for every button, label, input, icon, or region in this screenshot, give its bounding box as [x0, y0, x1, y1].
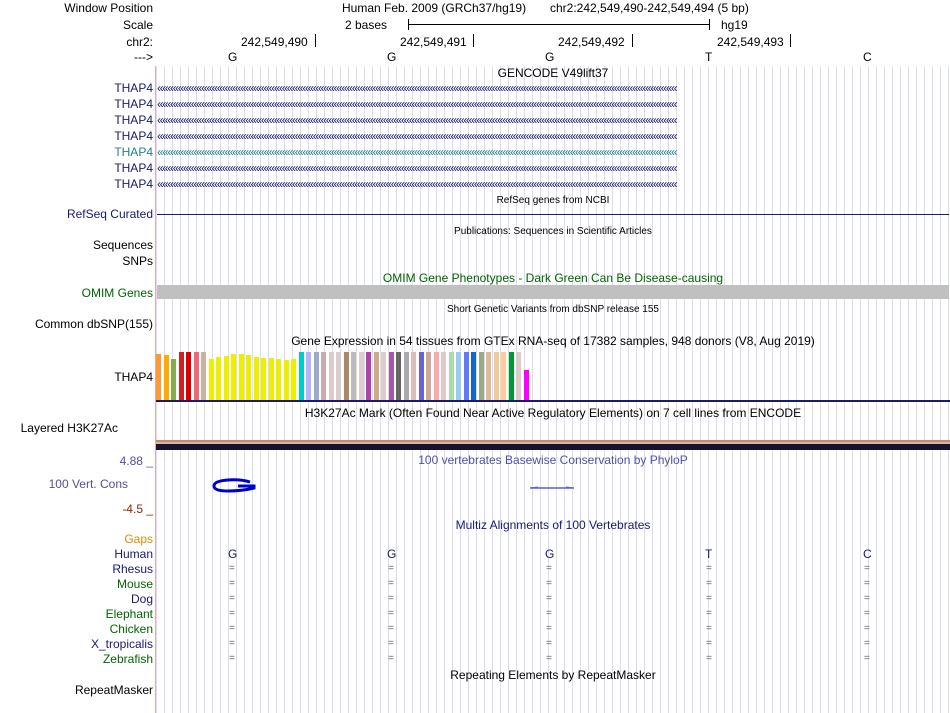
gtex-tissue-bar[interactable] [516, 352, 521, 400]
gtex-tissue-bar[interactable] [449, 352, 454, 400]
sequences-label[interactable]: Sequences [92, 238, 153, 252]
gencode-transcript-line[interactable]: ‹‹‹‹‹‹‹‹‹‹‹‹‹‹‹‹‹‹‹‹‹‹‹‹‹‹‹‹‹‹‹‹‹‹‹‹‹‹‹‹‹‹‹‹‹‹‹‹‹‹‹‹‹‹‹‹‹‹‹‹‹‹‹‹‹‹‹‹‹‹‹‹‹‹‹‹‹‹‹‹‹‹‹‹‹‹‹‹‹‹‹‹‹‹‹‹‹‹‹‹‹‹‹‹‹‹‹‹‹‹‹‹‹‹‹‹‹‹‹‹‹‹‹‹‹‹‹‹‹‹‹‹‹‹‹‹‹‹‹‹‹‹‹‹‹‹‹‹‹‹‹‹‹‹‹‹‹‹‹‹‹‹‹‹‹‹‹‹‹‹‹‹‹‹‹‹‹‹‹‹‹‹‹‹‹‹‹‹‹‹‹‹‹‹‹‹‹‹‹‹ [157, 129, 677, 143]
gtex-tissue-bar[interactable] [411, 352, 416, 400]
alignment-match: = [864, 563, 870, 574]
alignment-match: = [388, 578, 394, 589]
alignment-match: = [229, 653, 235, 664]
gtex-tissue-bar[interactable] [171, 359, 176, 400]
species-label[interactable]: Human [114, 547, 153, 561]
alignment-match: = [546, 608, 552, 619]
human-base: G [387, 547, 397, 561]
coord-tick-1: 242,549,491 [400, 35, 467, 49]
repeatmasker-label[interactable]: RepeatMasker [74, 683, 153, 697]
coord-tick-3: 242,549,493 [717, 35, 784, 49]
base-0: G [228, 50, 238, 64]
gencode-gene-label[interactable]: THAP4 [114, 161, 153, 175]
gtex-tissue-bar[interactable] [276, 359, 281, 400]
gtex-tissue-bar[interactable] [374, 352, 379, 400]
alignment-match: = [864, 653, 870, 664]
alignment-match: = [229, 578, 235, 589]
strand-label: ---> [134, 50, 153, 64]
multiz-track-title[interactable]: Multiz Alignments of 100 Vertebrates [455, 518, 651, 532]
phylop-track-title[interactable]: 100 vertebrates Basewise Conservation by PhyloP [418, 453, 688, 467]
alignment-match: = [864, 593, 870, 604]
alignment-match: = [546, 593, 552, 604]
gencode-transcript-line[interactable]: ‹‹‹‹‹‹‹‹‹‹‹‹‹‹‹‹‹‹‹‹‹‹‹‹‹‹‹‹‹‹‹‹‹‹‹‹‹‹‹‹‹‹‹‹‹‹‹‹‹‹‹‹‹‹‹‹‹‹‹‹‹‹‹‹‹‹‹‹‹‹‹‹‹‹‹‹‹‹‹‹‹‹‹‹‹‹‹‹‹‹‹‹‹‹‹‹‹‹‹‹‹‹‹‹‹‹‹‹‹‹‹‹‹‹‹‹‹‹‹‹‹‹‹‹‹‹‹‹‹‹‹‹‹‹‹‹‹‹‹‹‹‹‹‹‹‹‹‹‹‹‹‹‹‹‹‹‹‹‹‹‹‹‹‹‹‹‹‹‹‹‹‹‹‹‹‹‹‹‹‹‹‹‹‹‹‹‹‹‹‹‹‹‹‹‹‹‹‹‹‹ [157, 81, 677, 95]
gtex-tissue-bar[interactable] [366, 352, 371, 400]
gtex-tissue-bar[interactable] [239, 354, 244, 400]
coord-tick-2: 242,549,492 [558, 35, 625, 49]
gtex-bar-chart[interactable] [156, 350, 536, 400]
scale-text: 2 bases [345, 18, 388, 32]
gtex-tissue-bar[interactable] [299, 352, 304, 400]
gtex-tissue-bar[interactable] [329, 352, 334, 400]
publications-track-title[interactable]: Publications: Sequences in Scientific Articles [454, 226, 652, 237]
alignment-match: = [229, 638, 235, 649]
omim-label[interactable]: OMIM Genes [81, 286, 153, 300]
dbsnp-label[interactable]: Common dbSNP(155) [34, 317, 153, 331]
gtex-gene-label[interactable]: THAP4 [114, 370, 153, 384]
gencode-gene-label[interactable]: THAP4 [114, 129, 153, 143]
alignment-match: = [388, 653, 394, 664]
tick-mark [315, 34, 316, 47]
gtex-tissue-bar[interactable] [471, 352, 476, 400]
gtex-tissue-bar[interactable] [404, 352, 409, 400]
phylop-max: 4.88 _ [119, 454, 153, 468]
alignment-match: = [864, 578, 870, 589]
gencode-gene-label[interactable]: THAP4 [114, 81, 153, 95]
gencode-transcript-line[interactable]: ‹‹‹‹‹‹‹‹‹‹‹‹‹‹‹‹‹‹‹‹‹‹‹‹‹‹‹‹‹‹‹‹‹‹‹‹‹‹‹‹‹‹‹‹‹‹‹‹‹‹‹‹‹‹‹‹‹‹‹‹‹‹‹‹‹‹‹‹‹‹‹‹‹‹‹‹‹‹‹‹‹‹‹‹‹‹‹‹‹‹‹‹‹‹‹‹‹‹‹‹‹‹‹‹‹‹‹‹‹‹‹‹‹‹‹‹‹‹‹‹‹‹‹‹‹‹‹‹‹‹‹‹‹‹‹‹‹‹‹‹‹‹‹‹‹‹‹‹‹‹‹‹‹‹‹‹‹‹‹‹‹‹‹‹‹‹‹‹‹‹‹‹‹‹‹‹‹‹‹‹‹‹‹‹‹‹‹‹‹‹‹‹‹‹‹‹‹‹‹‹ [157, 161, 677, 175]
gtex-tissue-bar[interactable] [359, 352, 364, 400]
scale-db: hg19 [721, 18, 748, 32]
gtex-tissue-bar[interactable] [441, 352, 446, 400]
gtex-tissue-bar[interactable] [381, 352, 386, 400]
scale-bar [408, 19, 710, 30]
position-readout[interactable]: chr2:242,549,490-242,549,494 (5 bp) [550, 1, 749, 15]
gtex-tissue-bar[interactable] [344, 352, 349, 400]
gtex-tissue-bar[interactable] [231, 354, 236, 400]
h3k27ac-label[interactable]: Layered H3K27Ac [20, 421, 118, 435]
gtex-baseline [156, 400, 950, 402]
alignment-match: = [229, 563, 235, 574]
tick-mark [473, 34, 474, 47]
gtex-tissue-bar[interactable] [269, 358, 274, 400]
gtex-tissue-bar[interactable] [194, 352, 199, 400]
alignment-match: = [229, 623, 235, 634]
alignment-match: = [546, 623, 552, 634]
phylop-logo-line [528, 485, 578, 491]
gtex-tissue-bar[interactable] [479, 352, 484, 400]
chrom-label: chr2: [126, 35, 153, 49]
gencode-transcript-line[interactable]: ‹‹‹‹‹‹‹‹‹‹‹‹‹‹‹‹‹‹‹‹‹‹‹‹‹‹‹‹‹‹‹‹‹‹‹‹‹‹‹‹‹‹‹‹‹‹‹‹‹‹‹‹‹‹‹‹‹‹‹‹‹‹‹‹‹‹‹‹‹‹‹‹‹‹‹‹‹‹‹‹‹‹‹‹‹‹‹‹‹‹‹‹‹‹‹‹‹‹‹‹‹‹‹‹‹‹‹‹‹‹‹‹‹‹‹‹‹‹‹‹‹‹‹‹‹‹‹‹‹‹‹‹‹‹‹‹‹‹‹‹‹‹‹‹‹‹‹‹‹‹‹‹‹‹‹‹‹‹‹‹‹‹‹‹‹‹‹‹‹‹‹‹‹‹‹‹‹‹‹‹‹‹‹‹‹‹‹‹‹‹‹‹‹‹‹‹‹‹‹‹ [157, 97, 677, 111]
gtex-tissue-bar[interactable] [501, 352, 506, 400]
gtex-tissue-bar[interactable] [321, 352, 326, 400]
base-2: G [545, 50, 555, 64]
gtex-tissue-bar[interactable] [336, 352, 341, 400]
dbsnp-track-title[interactable]: Short Genetic Variants from dbSNP release 155 [447, 304, 659, 315]
gtex-tissue-bar[interactable] [314, 352, 319, 400]
gtex-tissue-bar[interactable] [291, 359, 296, 400]
gtex-tissue-bar[interactable] [216, 357, 221, 400]
gencode-gene-label[interactable]: THAP4 [114, 113, 153, 127]
gtex-tissue-bar[interactable] [209, 359, 214, 400]
omim-feature-bar[interactable] [157, 285, 949, 299]
human-base: T [705, 547, 713, 561]
gtex-tissue-bar[interactable] [464, 352, 469, 400]
alignment-match: = [388, 638, 394, 649]
gaps-label[interactable]: Gaps [124, 532, 153, 546]
gencode-transcript-line[interactable]: ‹‹‹‹‹‹‹‹‹‹‹‹‹‹‹‹‹‹‹‹‹‹‹‹‹‹‹‹‹‹‹‹‹‹‹‹‹‹‹‹‹‹‹‹‹‹‹‹‹‹‹‹‹‹‹‹‹‹‹‹‹‹‹‹‹‹‹‹‹‹‹‹‹‹‹‹‹‹‹‹‹‹‹‹‹‹‹‹‹‹‹‹‹‹‹‹‹‹‹‹‹‹‹‹‹‹‹‹‹‹‹‹‹‹‹‹‹‹‹‹‹‹‹‹‹‹‹‹‹‹‹‹‹‹‹‹‹‹‹‹‹‹‹‹‹‹‹‹‹‹‹‹‹‹‹‹‹‹‹‹‹‹‹‹‹‹‹‹‹‹‹‹‹‹‹‹‹‹‹‹‹‹‹‹‹‹‹‹‹‹‹‹‹‹‹‹‹‹‹‹ [157, 145, 677, 159]
phylop-logo-g [210, 478, 260, 494]
tick-mark [790, 34, 791, 47]
omim-track-title[interactable]: OMIM Gene Phenotypes - Dark Green Can Be Disease-causing [382, 271, 724, 285]
alignment-match: = [546, 638, 552, 649]
alignment-match: = [388, 608, 394, 619]
gtex-tissue-bar[interactable] [261, 358, 266, 400]
alignment-match: = [388, 563, 394, 574]
alignment-match: = [706, 653, 712, 664]
gtex-tissue-bar[interactable] [486, 352, 491, 400]
species-label[interactable]: Rhesus [112, 562, 153, 576]
gencode-gene-label[interactable]: THAP4 [114, 97, 153, 111]
gtex-tissue-bar[interactable] [156, 354, 161, 400]
gtex-tissue-bar[interactable] [201, 352, 206, 400]
gtex-tissue-bar[interactable] [179, 352, 184, 400]
gtex-tissue-bar[interactable] [426, 352, 431, 400]
species-label[interactable]: X_tropicalis [90, 637, 153, 651]
alignment-match: = [229, 608, 235, 619]
species-label[interactable]: Mouse [116, 577, 153, 591]
refseq-label[interactable]: RefSeq Curated [66, 207, 153, 221]
gtex-tissue-bar[interactable] [186, 352, 191, 400]
window-position-label: Window Position [64, 1, 153, 15]
alignment-match: = [706, 638, 712, 649]
base-3: T [705, 50, 713, 64]
alignment-match: = [706, 593, 712, 604]
species-label[interactable]: Dog [130, 592, 153, 606]
gencode-track-title[interactable]: GENCODE V49lift37 [497, 66, 609, 80]
gencode-gene-label[interactable]: THAP4 [114, 145, 153, 159]
gtex-tissue-bar[interactable] [164, 355, 169, 400]
phylop-label[interactable]: 100 Vert. Cons [48, 477, 128, 491]
gtex-tissue-bar[interactable] [246, 355, 251, 400]
gtex-tissue-bar[interactable] [224, 356, 229, 400]
alignment-match: = [388, 593, 394, 604]
alignment-match: = [706, 578, 712, 589]
human-base: C [863, 547, 872, 561]
base-1: G [387, 50, 397, 64]
species-label[interactable]: Chicken [109, 622, 153, 636]
gtex-tissue-bar[interactable] [524, 370, 529, 400]
alignment-match: = [706, 608, 712, 619]
gencode-transcript-line[interactable]: ‹‹‹‹‹‹‹‹‹‹‹‹‹‹‹‹‹‹‹‹‹‹‹‹‹‹‹‹‹‹‹‹‹‹‹‹‹‹‹‹‹‹‹‹‹‹‹‹‹‹‹‹‹‹‹‹‹‹‹‹‹‹‹‹‹‹‹‹‹‹‹‹‹‹‹‹‹‹‹‹‹‹‹‹‹‹‹‹‹‹‹‹‹‹‹‹‹‹‹‹‹‹‹‹‹‹‹‹‹‹‹‹‹‹‹‹‹‹‹‹‹‹‹‹‹‹‹‹‹‹‹‹‹‹‹‹‹‹‹‹‹‹‹‹‹‹‹‹‹‹‹‹‹‹‹‹‹‹‹‹‹‹‹‹‹‹‹‹‹‹‹‹‹‹‹‹‹‹‹‹‹‹‹‹‹‹‹‹‹‹‹‹‹‹‹‹‹‹‹‹ [157, 113, 677, 127]
human-base: G [228, 547, 238, 561]
alignment-match: = [864, 608, 870, 619]
gtex-track-title[interactable]: Gene Expression in 54 tissues from GTEx RNA-seq of 17382 samples, 948 donors (V8, Aug 2019) [291, 334, 815, 348]
alignment-match: = [546, 653, 552, 664]
species-label[interactable]: Elephant [105, 607, 153, 621]
gtex-tissue-bar[interactable] [509, 352, 514, 400]
alignment-match: = [706, 623, 712, 634]
gtex-tissue-bar[interactable] [396, 352, 401, 400]
human-base: G [545, 547, 555, 561]
assembly-title: Human Feb. 2009 (GRCh37/hg19) [342, 1, 527, 15]
gtex-tissue-bar[interactable] [419, 352, 424, 400]
gtex-tissue-bar[interactable] [284, 360, 289, 400]
gencode-transcript-line[interactable]: ‹‹‹‹‹‹‹‹‹‹‹‹‹‹‹‹‹‹‹‹‹‹‹‹‹‹‹‹‹‹‹‹‹‹‹‹‹‹‹‹‹‹‹‹‹‹‹‹‹‹‹‹‹‹‹‹‹‹‹‹‹‹‹‹‹‹‹‹‹‹‹‹‹‹‹‹‹‹‹‹‹‹‹‹‹‹‹‹‹‹‹‹‹‹‹‹‹‹‹‹‹‹‹‹‹‹‹‹‹‹‹‹‹‹‹‹‹‹‹‹‹‹‹‹‹‹‹‹‹‹‹‹‹‹‹‹‹‹‹‹‹‹‹‹‹‹‹‹‹‹‹‹‹‹‹‹‹‹‹‹‹‹‹‹‹‹‹‹‹‹‹‹‹‹‹‹‹‹‹‹‹‹‹‹‹‹‹‹‹‹‹‹‹‹‹‹‹‹‹‹ [157, 177, 677, 191]
gtex-tissue-bar[interactable] [306, 352, 311, 400]
gtex-tissue-bar[interactable] [351, 352, 356, 400]
tick-mark [632, 34, 633, 47]
coord-tick-0: 242,549,490 [241, 35, 308, 49]
alignment-match: = [546, 563, 552, 574]
h3k27ac-layer-3 [156, 444, 950, 450]
snps-label[interactable]: SNPs [122, 254, 153, 268]
repeatmasker-track-title[interactable]: Repeating Elements by RepeatMasker [450, 668, 656, 682]
alignment-match: = [388, 623, 394, 634]
h3k27ac-track-title[interactable]: H3K27Ac Mark (Often Found Near Active Regulatory Elements) on 7 cell lines from ENCODE [304, 406, 802, 420]
gtex-tissue-bar[interactable] [389, 352, 394, 400]
scale-label: Scale [122, 18, 153, 32]
phylop-min: -4.5 _ [122, 502, 153, 516]
alignment-match: = [864, 623, 870, 634]
alignment-match: = [229, 593, 235, 604]
gencode-gene-label[interactable]: THAP4 [114, 177, 153, 191]
alignment-match: = [864, 638, 870, 649]
gtex-tissue-bar[interactable] [494, 352, 499, 400]
species-label[interactable]: Zebrafish [102, 652, 153, 666]
base-4: C [863, 50, 872, 64]
alignment-match: = [706, 563, 712, 574]
gtex-tissue-bar[interactable] [456, 352, 461, 400]
gtex-tissue-bar[interactable] [254, 357, 259, 400]
gtex-tissue-bar[interactable] [434, 352, 439, 400]
alignment-match: = [546, 578, 552, 589]
refseq-track-title[interactable]: RefSeq genes from NCBI [496, 195, 610, 206]
refseq-gene-line[interactable] [157, 214, 949, 215]
